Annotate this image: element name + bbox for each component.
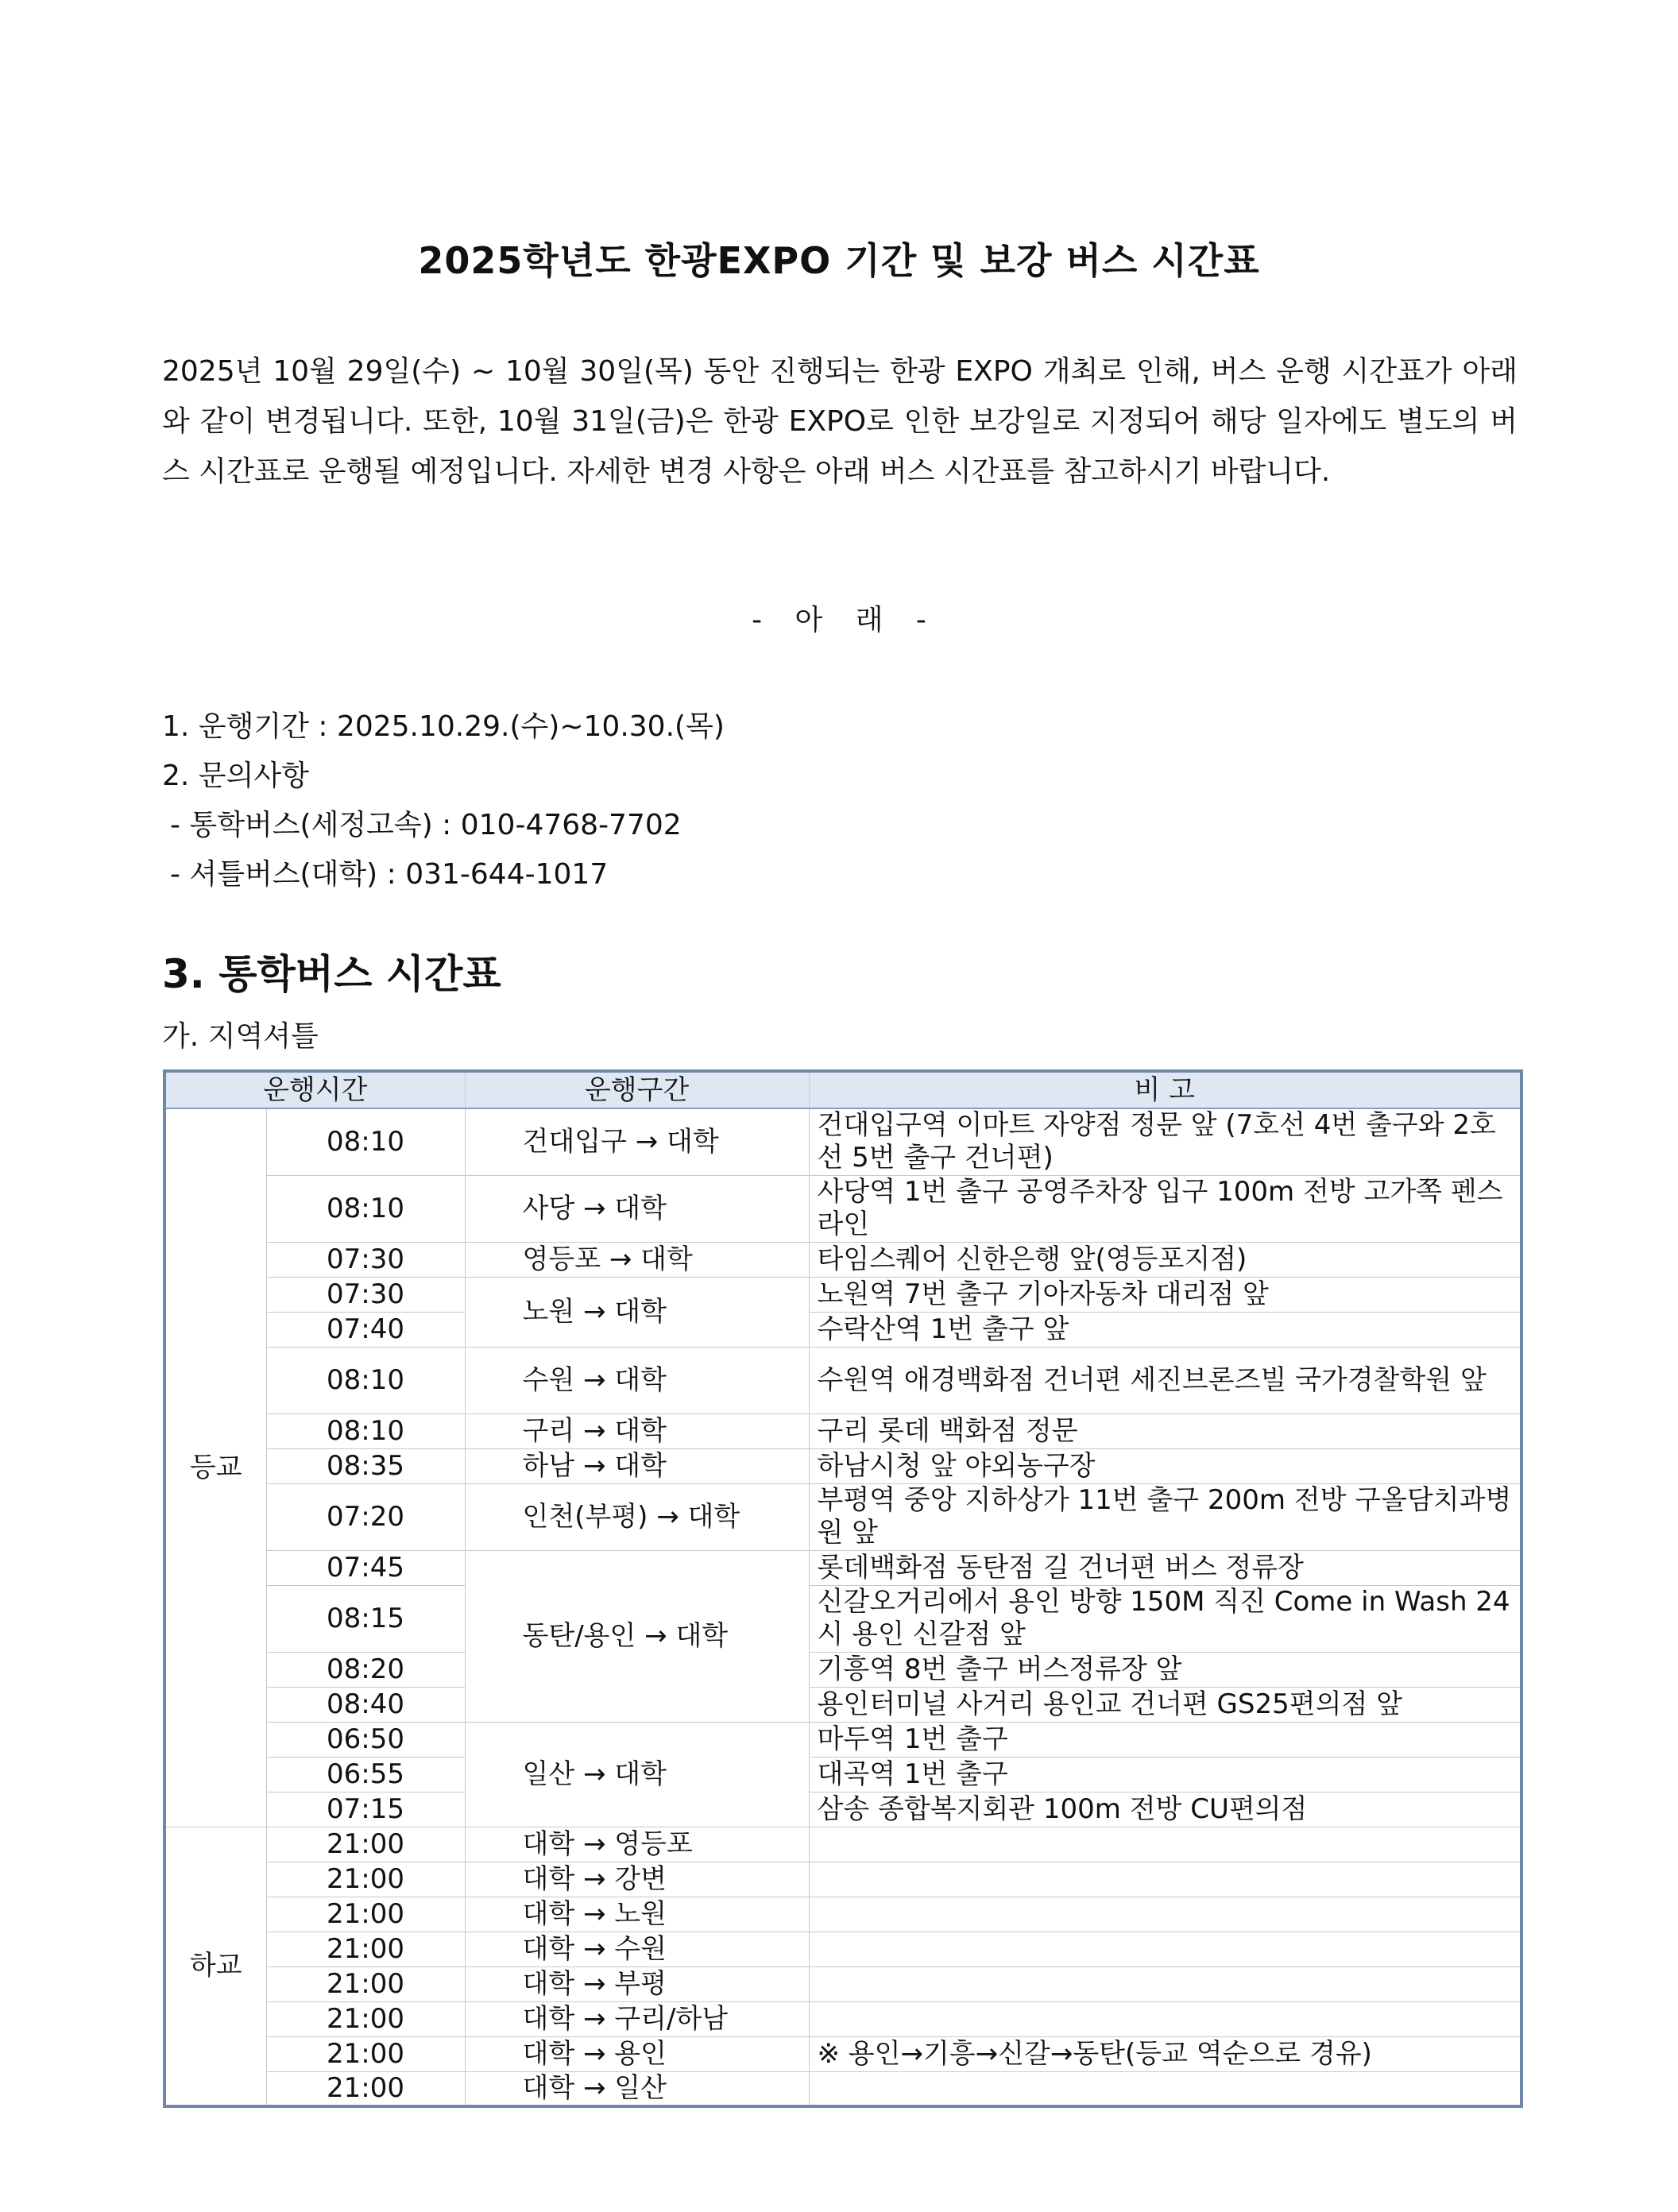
table-row [164, 1413, 1521, 1448]
row-note: 구리 롯데 백화점 정문 [809, 1413, 1521, 1448]
row-note [809, 1862, 1521, 1897]
row-note [809, 1966, 1521, 2001]
row-note: 부평역 중앙 지하상가 11번 출구 200m 전방 구올담치과병원 앞 [809, 1483, 1521, 1550]
row-note: 신갈오거리에서 용인 방향 150M 직진 Come in Wash 24시 용인 신갈점 앞 [809, 1585, 1521, 1652]
table-row [164, 1722, 1521, 1757]
row-route: 대학 → 부평 [465, 1966, 809, 2001]
row-time: 07:15 [266, 1792, 465, 1827]
table-row [164, 1483, 1521, 1550]
row-route: 동탄/용인 → 대학 [465, 1550, 809, 1722]
row-note: 수원역 애경백화점 건너편 세진브론즈빌 국가경찰학원 앞 [809, 1347, 1521, 1413]
row-note: 삼송 종합복지회관 100m 전방 CU편의점 [809, 1792, 1521, 1827]
row-note: ※ 용인→기흥→신갈→동탄(등교 역순으로 경유) [809, 2036, 1521, 2071]
row-time: 08:20 [266, 1652, 465, 1687]
header-note: 비 고 [809, 1071, 1521, 1108]
row-time: 21:00 [266, 1966, 465, 2001]
row-note: 노원역 7번 출구 기아자동차 대리점 앞 [809, 1277, 1521, 1312]
row-time: 07:20 [266, 1483, 465, 1550]
row-note: 대곡역 1번 출구 [809, 1757, 1521, 1792]
row-route: 영등포 → 대학 [465, 1242, 809, 1277]
table-row [164, 1277, 1521, 1312]
row-note: 수락산역 1번 출구 앞 [809, 1312, 1521, 1347]
row-note: 롯데백화점 동탄점 길 건너편 버스 정류장 [809, 1550, 1521, 1585]
table-row [164, 2001, 1521, 2036]
row-note [809, 1897, 1521, 1932]
table-row [164, 1897, 1521, 1932]
table-row [164, 1827, 1521, 1862]
row-time: 08:10 [266, 1108, 465, 1175]
notice-divider-label: - 아 래 - [752, 604, 926, 636]
row-time: 07:40 [266, 1312, 465, 1347]
row-note [809, 1932, 1521, 1966]
row-time: 06:55 [266, 1757, 465, 1792]
row-route: 대학 → 일산 [465, 2071, 809, 2106]
row-time: 07:30 [266, 1242, 465, 1277]
table-row [164, 1792, 1521, 1827]
row-note: 마두역 1번 출구 [809, 1722, 1521, 1757]
row-time: 08:10 [266, 1175, 465, 1242]
row-note [809, 2071, 1521, 2106]
row-time: 06:50 [266, 1722, 465, 1757]
row-route: 대학 → 영등포 [465, 1827, 809, 1862]
row-time: 21:00 [266, 1897, 465, 1932]
row-route: 사당 → 대학 [465, 1175, 809, 1242]
row-route: 하남 → 대학 [465, 1448, 809, 1483]
row-note: 타임스퀘어 신한은행 앞(영등포지점) [809, 1242, 1521, 1277]
row-time: 21:00 [266, 1862, 465, 1897]
row-time: 21:00 [266, 2001, 465, 2036]
table-row [164, 1108, 1521, 1175]
table-row [164, 1966, 1521, 2001]
row-route: 인천(부평) → 대학 [465, 1483, 809, 1550]
row-note: 건대입구역 이마트 자양점 정문 앞 (7호선 4번 출구와 2호선 5번 출구 건너편) [809, 1108, 1521, 1175]
row-route: 대학 → 용인 [465, 2036, 809, 2071]
table-row [164, 2036, 1521, 2071]
table-row [164, 1347, 1521, 1413]
table-row [164, 1687, 1521, 1722]
operation-period: 1. 운행기간 : 2025.10.29.(수)~10.30.(목) [162, 710, 725, 743]
row-note [809, 1827, 1521, 1862]
table-row [164, 1757, 1521, 1792]
row-time: 08:10 [266, 1413, 465, 1448]
row-time: 08:10 [266, 1347, 465, 1413]
table-row [164, 1448, 1521, 1483]
table-row [164, 1585, 1521, 1652]
row-note: 용인터미널 사거리 용인교 건너편 GS25편의점 앞 [809, 1687, 1521, 1722]
header-route: 운행구간 [465, 1071, 809, 1108]
row-time: 08:15 [266, 1585, 465, 1652]
table-header-row [164, 1071, 1521, 1108]
row-time: 21:00 [266, 2036, 465, 2071]
row-route: 일산 → 대학 [465, 1722, 809, 1827]
bus-timetable [163, 1069, 1523, 2108]
group-evening: 하교 [164, 1827, 266, 2106]
row-route: 대학 → 구리/하남 [465, 2001, 809, 2036]
table-row [164, 1550, 1521, 1585]
row-time: 21:00 [266, 2071, 465, 2106]
row-route: 대학 → 강변 [465, 1862, 809, 1897]
table-row [164, 1242, 1521, 1277]
inquiry-commuter-bus: - 통학버스(세정고속) : 010-4768-7702 [170, 809, 682, 841]
table-row [164, 1175, 1521, 1242]
table-row [164, 1932, 1521, 1966]
row-route: 노원 → 대학 [465, 1277, 809, 1347]
row-route: 건대입구 → 대학 [465, 1108, 809, 1175]
row-time: 07:30 [266, 1277, 465, 1312]
header-time: 운행시간 [164, 1071, 465, 1108]
row-route: 대학 → 수원 [465, 1932, 809, 1966]
row-route: 수원 → 대학 [465, 1347, 809, 1413]
intro-paragraph: 2025년 10월 29일(수) ~ 10월 30일(목) 동안 진행되는 한광 EXPO 개최로 인해, 버스 운행 시간표가 아래와 같이 변경됩니다. 또한, 10월 31일(금)은 한광 EXPO로 인한 보강일로 지정되어 해당 일자에도 별도의 버스 시간표로 운행될 예정입니다. 자세한 변경 사항은 아래 버스 시간표를 참고하시기 바랍니다. [162, 355, 1518, 488]
row-time: 08:40 [266, 1687, 465, 1722]
row-time: 21:00 [266, 1932, 465, 1966]
row-note: 사당역 1번 출구 공영주차장 입구 100m 전방 고가쪽 펜스라인 [809, 1175, 1521, 1242]
table-row [164, 1312, 1521, 1347]
section-heading: 3. 통학버스 시간표 [162, 951, 501, 997]
inquiry-shuttle-bus: - 셔틀버스(대학) : 031-644-1017 [170, 858, 609, 891]
group-morning: 등교 [164, 1108, 266, 1827]
row-route: 구리 → 대학 [465, 1413, 809, 1448]
row-time: 07:45 [266, 1550, 465, 1585]
row-route: 대학 → 노원 [465, 1897, 809, 1932]
row-note: 기흥역 8번 출구 버스정류장 앞 [809, 1652, 1521, 1687]
table-row [164, 1862, 1521, 1897]
inquiry-heading: 2. 문의사항 [162, 760, 309, 792]
row-note [809, 2001, 1521, 2036]
subsection-heading: 가. 지역셔틀 [162, 1020, 319, 1053]
row-time: 21:00 [266, 1827, 465, 1862]
document-title: 2025학년도 한광EXPO 기간 및 보강 버스 시간표 [418, 239, 1260, 282]
row-time: 08:35 [266, 1448, 465, 1483]
table-row [164, 1652, 1521, 1687]
row-note: 하남시청 앞 야외농구장 [809, 1448, 1521, 1483]
table-row [164, 2071, 1521, 2106]
